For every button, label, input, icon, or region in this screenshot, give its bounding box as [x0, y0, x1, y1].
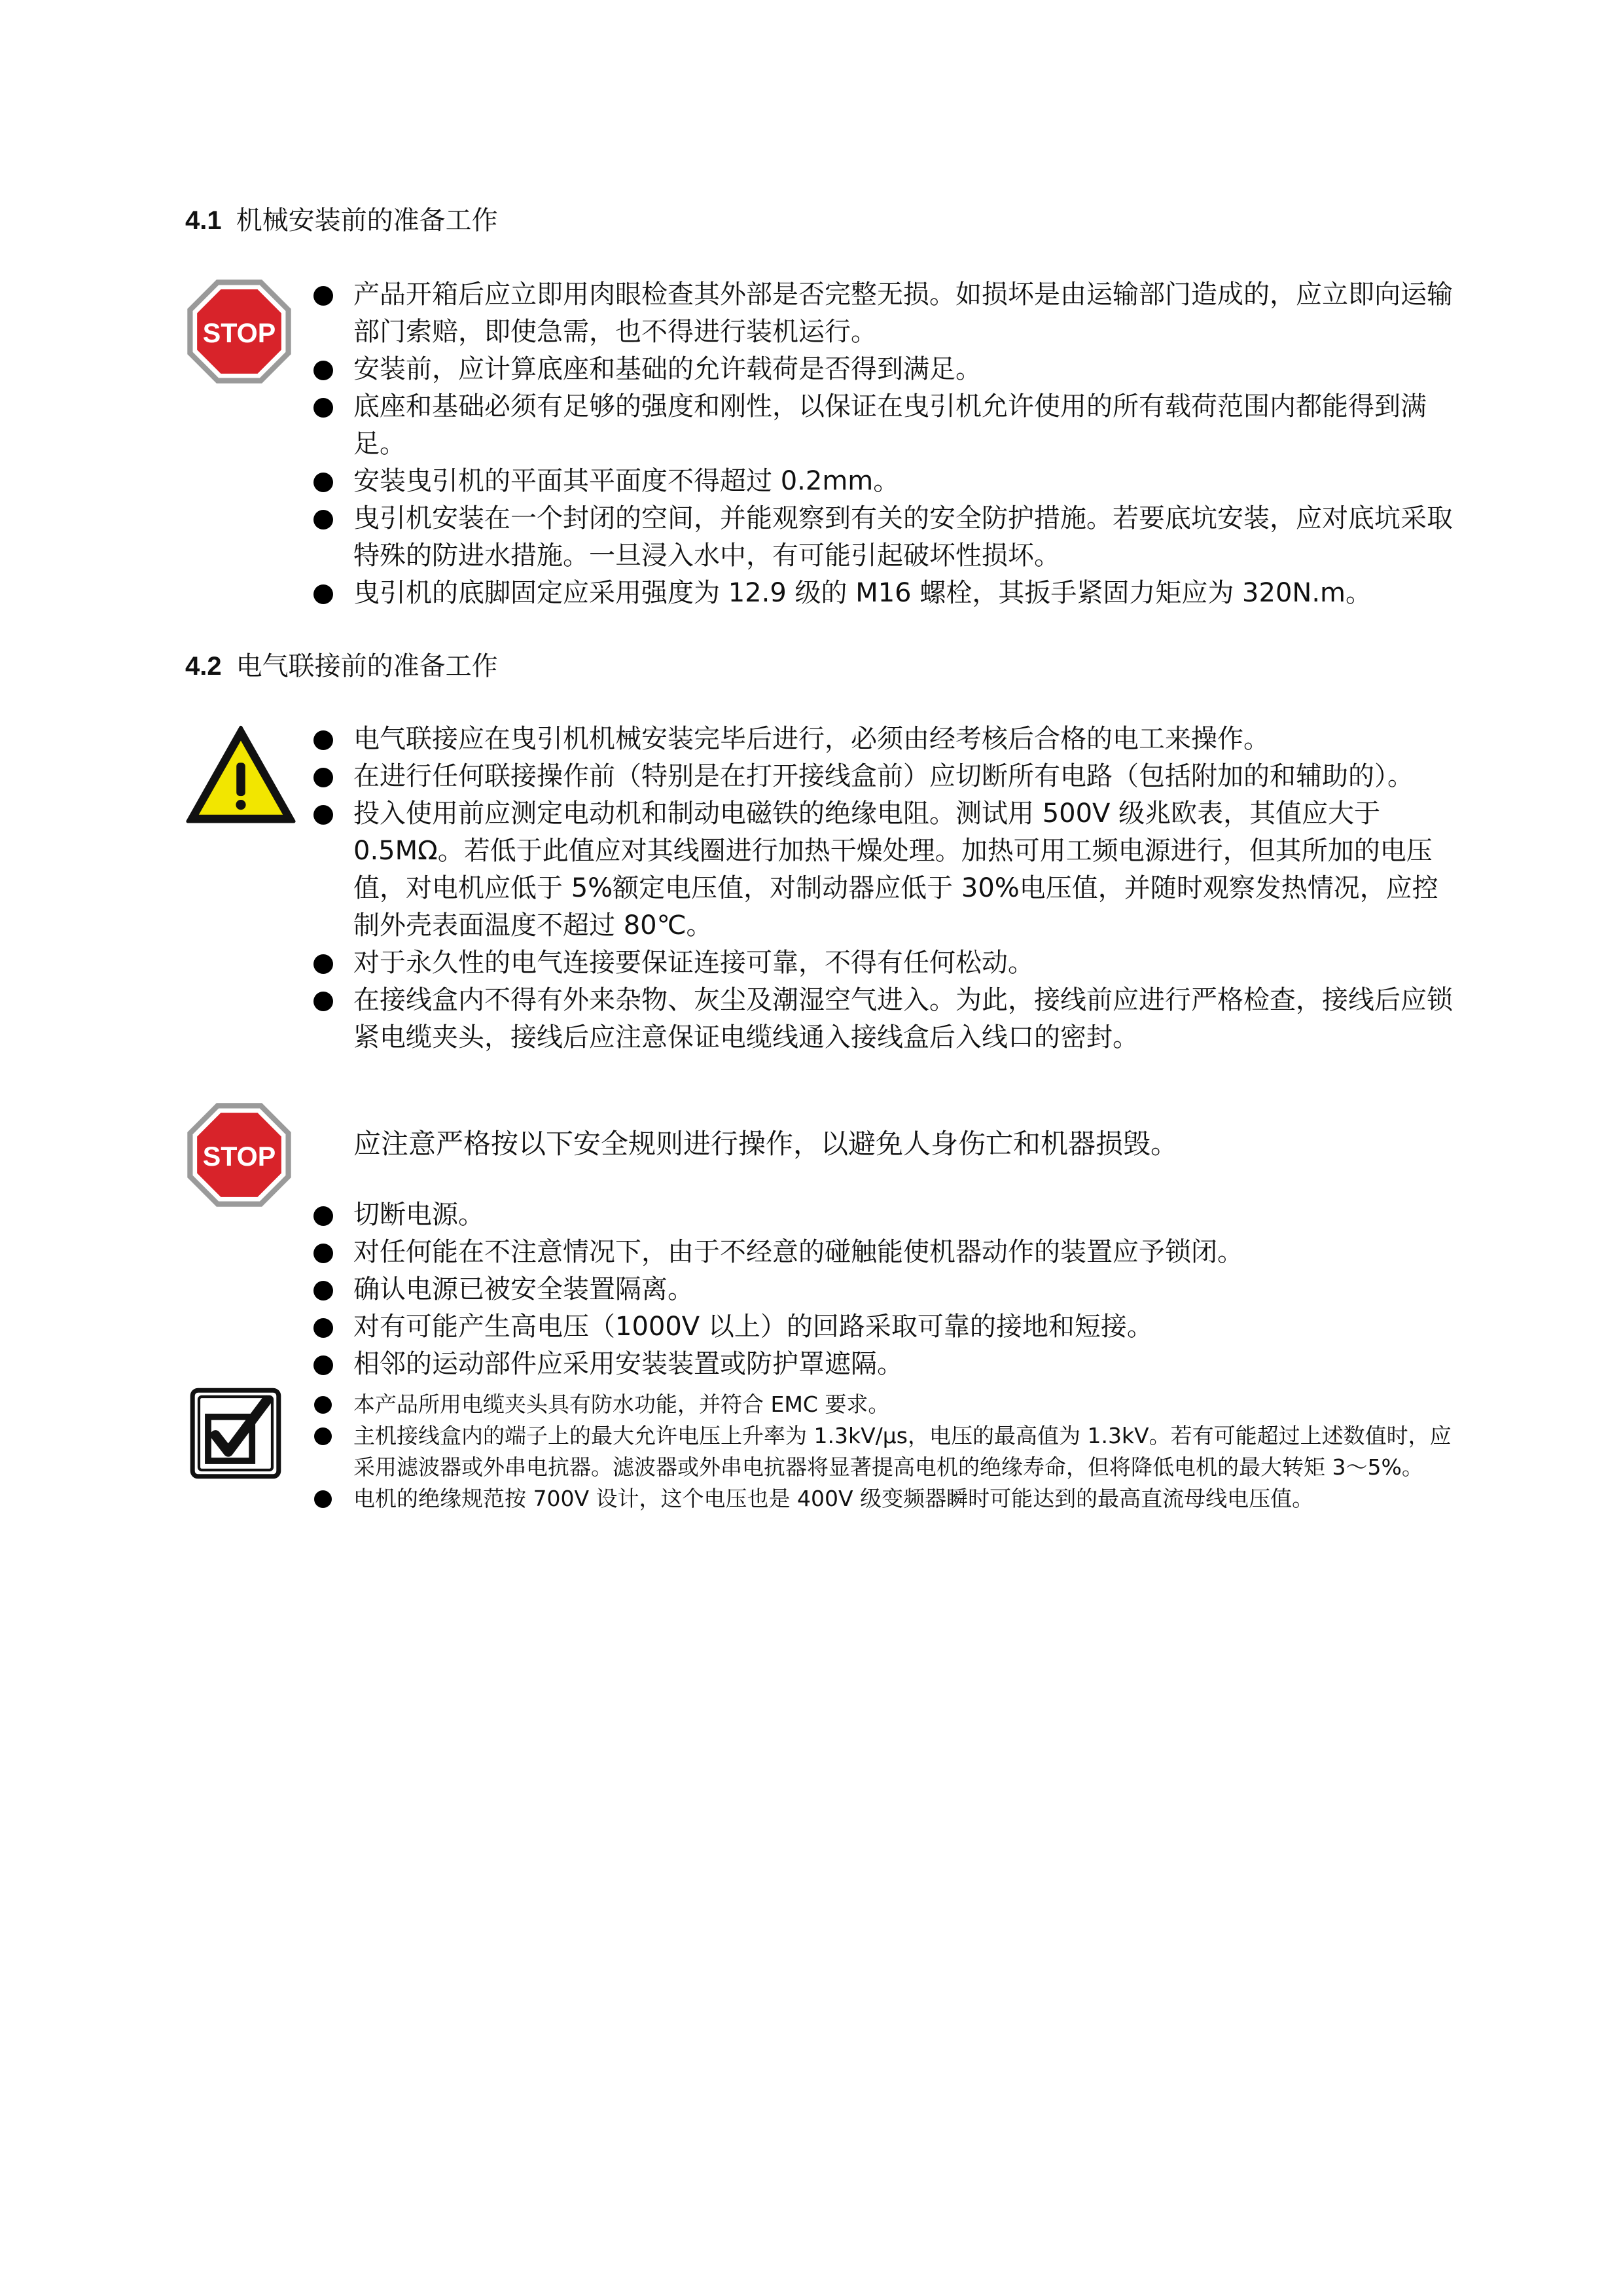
bullet-icon [313, 1281, 333, 1300]
list-item: 电气联接应在曳引机机械安装完毕后进行，必须由经考核后合格的电工来操作。 [353, 721, 1453, 758]
bullet-icon [313, 361, 333, 380]
bullet-icon [313, 398, 333, 418]
stop-sign-label: STOP [202, 318, 276, 348]
list-item: 对有可能产生高电压（1000V 以上）的回路采取可靠的接地和短接。 [353, 1308, 1453, 1346]
bullet-icon [314, 1396, 332, 1414]
bullet-icon [313, 954, 333, 974]
bullet-icon [313, 768, 333, 787]
bullet-icon [313, 1355, 333, 1375]
section-number: 4.1 [185, 206, 222, 235]
bullet-icon [313, 730, 333, 750]
stop-sign-label: STOP [202, 1141, 276, 1172]
list-item: 产品开箱后应立即用肉眼检查其外部是否完整无损。如损坏是由运输部门造成的，应立即向运输部门索赔，即使急需，也不得进行装机运行。 [353, 276, 1453, 351]
stop-sign-icon [185, 278, 293, 386]
list-item: 对于永久性的电气连接要保证连接可靠，不得有任何松动。 [353, 944, 1453, 982]
notes-list [353, 1389, 1453, 1515]
list-item: 对任何能在不注意情况下，由于不经意的碰触能使机器动作的装置应予锁闭。 [353, 1234, 1453, 1271]
bullet-icon [313, 805, 333, 825]
bullet-icon [313, 1244, 333, 1263]
section-4-2-list [353, 721, 1453, 1056]
list-item: 本产品所用电缆夹头具有防水功能，并符合 EMC 要求。 [353, 1389, 1453, 1420]
safety-rules-list [353, 1196, 1453, 1383]
section-title: 电气联接前的准备工作 [236, 651, 498, 681]
bullet-icon [313, 584, 333, 604]
safety-notice: 应注意严格按以下安全规则进行操作，以避免人身伤亡和机器损毁。 [353, 1128, 1179, 1160]
list-item: 切断电源。 [353, 1196, 1453, 1234]
section-heading-4-2 [185, 647, 498, 686]
warning-triangle-icon [185, 725, 296, 825]
bullet-icon [313, 1318, 333, 1338]
bullet-icon [314, 1490, 332, 1508]
bullet-icon [313, 473, 333, 492]
list-item: 曳引机的底脚固定应采用强度为 12.9 级的 M16 螺栓，其扳手紧固力矩应为 320N.m。 [353, 575, 1453, 612]
bullet-icon [313, 510, 333, 529]
checkbox-check-icon [190, 1388, 281, 1479]
list-item: 投入使用前应测定电动机和制动电磁铁的绝缘电阻。测试用 500V 级兆欧表，其值应大于 0.5MΩ。若低于此值应对其线圈进行加热干燥处理。加热可用工频电源进行，但其所加的电压值，对电机应低于 5%额定电压值，对制动器应低于 30%电压值，并随时观察发热情况，应控制外壳表面温度不超过 80℃。 [353, 795, 1453, 944]
list-item: 曳引机安装在一个封闭的空间，并能观察到有关的安全防护措施。若要底坑安装，应对底坑采取特殊的防进水措施。一旦浸入水中，有可能引起破坏性损坏。 [353, 500, 1453, 575]
bullet-icon [313, 992, 333, 1011]
list-item: 确认电源已被安全装置隔离。 [353, 1271, 1453, 1308]
list-item: 电机的绝缘规范按 700V 设计，这个电压也是 400V 级变频器瞬时可能达到的最高直流母线电压值。 [353, 1483, 1453, 1515]
bullet-icon [313, 1206, 333, 1226]
list-item: 安装前，应计算底座和基础的允许载荷是否得到满足。 [353, 351, 1453, 388]
list-item: 底座和基础必须有足够的强度和刚性，以保证在曳引机允许使用的所有载荷范围内都能得到满足。 [353, 388, 1453, 463]
list-item: 在进行任何联接操作前（特别是在打开接线盒前）应切断所有电路（包括附加的和辅助的）。 [353, 758, 1453, 795]
section-heading-4-1 [185, 201, 498, 240]
list-item: 主机接线盒内的端子上的最大允许电压上升率为 1.3kV/μs，电压的最高值为 1.3kV。若有可能超过上述数值时，应采用滤波器或外串电抗器。滤波器或外串电抗器将显著提高电机的绝缘寿命，但将降低电机的最大转矩 3～5%。 [353, 1420, 1453, 1483]
list-item: 在接线盒内不得有外来杂物、灰尘及潮湿空气进入。为此，接线前应进行严格检查，接线后应锁紧电缆夹头，接线后应注意保证电缆线通入接线盒后入线口的密封。 [353, 982, 1453, 1056]
bullet-icon [314, 1427, 332, 1445]
section-number: 4.2 [185, 652, 222, 681]
bullet-icon [313, 286, 333, 306]
list-item: 相邻的运动部件应采用安装装置或防护罩遮隔。 [353, 1346, 1453, 1383]
stop-sign-icon [185, 1101, 293, 1209]
list-item: 安装曳引机的平面其平面度不得超过 0.2mm。 [353, 463, 1453, 500]
section-4-1-list [353, 276, 1453, 612]
section-title: 机械安装前的准备工作 [236, 206, 498, 236]
